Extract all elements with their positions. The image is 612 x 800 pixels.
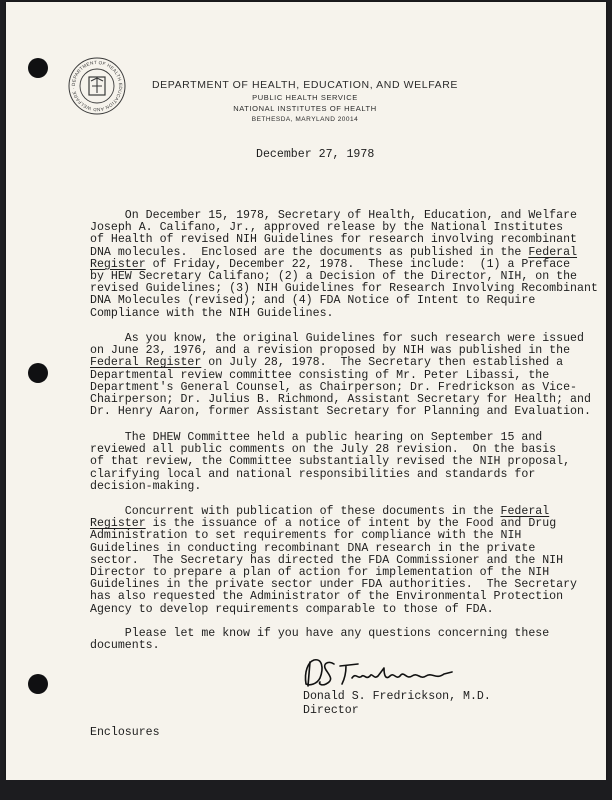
signer-name: Donald S. Fredrickson, M.D. — [303, 690, 491, 703]
paragraph-4: Concurrent with publication of these documents in the Federal Register is the issuance of a notice of intent by the Food and Drug Administration to set requirements for compliance with the NIH Guidelines in conducting recombinant DNA research in the private sector. The Secretary has directed the FDA Commissioner and the NIH Director to prepare a plan of action for implementation of the NIH Guidelines in the private sector under FDA authorities. The Secretary has also requested the Administrator of the Environmental Protection Agency to develop requirements comparable to those of FDA. — [90, 505, 578, 616]
letterhead-institutes: NATIONAL INSTITUTES OF HEALTH — [233, 104, 377, 113]
paragraph-1: On December 15, 1978, Secretary of Health, Education, and Welfare Joseph A. Califano, Jr., approved release by the National Institutes of Health of revised NIH Guidelines for research involving recombinant DNA molecules. Enclosed are the documents as published in the Federal Register of Friday, December 22, 1978. These include: (1) a Preface by HEW Secretary Califano; (2) a Decision of the Director, NIH, on the revised Guidelines; (3) NIH Guidelines for Research Involving Recombinant DNA Molecules (revised); and (4) FDA Notice of Intent to Require Compliance with the NIH Guidelines. — [90, 209, 598, 320]
svg-text:DEPARTMENT OF HEALTH EDUCATION: DEPARTMENT OF HEALTH EDUCATION AND WELFARE · — [70, 59, 124, 113]
enclosures-note: Enclosures — [90, 726, 160, 739]
signer-title: Director — [303, 704, 359, 717]
letterhead — [140, 78, 470, 125]
letter-date: December 27, 1978 — [256, 148, 375, 161]
paragraph-3: The DHEW Committee held a public hearing on September 15 and reviewed all public comments on the July 28 revision. On the basis of that review, the Committee substantially revised the NIH proposal, clarifying local and national responsibilities and standards for decision-making. — [90, 431, 571, 493]
binder-hole-bottom — [28, 674, 48, 694]
scan-edge — [0, 780, 612, 800]
letterhead-service: PUBLIC HEALTH SERVICE — [252, 93, 358, 102]
paragraph-5: Please let me know if you have any questions concerning these documents. — [90, 627, 550, 653]
signature-block — [303, 690, 491, 718]
paragraph-2: As you know, the original Guidelines for such research were issued on June 23, 1976, and a revision proposed by NIH was published in the Federal Register on July 28, 1978. The Secretary then established a Departmental review committee consisting of Mr. Peter Libassi, the Department's General Counsel, as Chairperson; Dr. Fredrickson as Vice- Chairperson; Dr. Julius B. Richmond, Assistant Secretary for Health; and Dr. Henry Aaron, former Assistant Secretary for Planning and Evaluation. — [90, 332, 591, 419]
letterhead-department: DEPARTMENT OF HEALTH, EDUCATION, AND WELFARE — [151, 79, 459, 91]
binder-hole-top — [28, 58, 48, 78]
letterhead-address: BETHESDA, MARYLAND 20014 — [251, 116, 359, 123]
hew-seal-logo — [68, 57, 126, 115]
binder-hole-middle — [28, 363, 48, 383]
handwritten-signature — [300, 654, 460, 690]
